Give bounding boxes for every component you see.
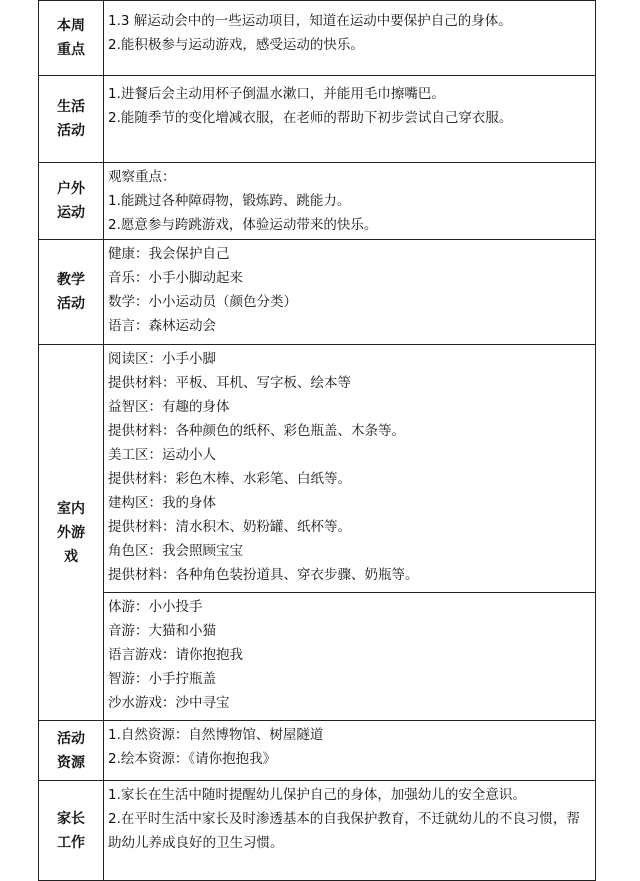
content-line: 角色区：我会照顾宝宝	[108, 543, 243, 559]
content-line: 2.能积极参与运动游戏，感受运动的快乐。	[108, 37, 364, 53]
content-line: 1.3 解运动会中的一些运动项目，知道在运动中要保护自己的身体。	[108, 13, 512, 29]
label-line: 外游	[57, 524, 85, 541]
label-activity-resources	[39, 721, 104, 781]
content-line: 数学：小小运动员（颜色分类）	[108, 294, 297, 310]
content-line: 2.能随季节的变化增减衣服，在老师的帮助下初步尝试自己穿衣服。	[108, 110, 513, 126]
label-indoor-outdoor-games	[39, 345, 104, 721]
content-line: 2.愿意参与跨跳游戏，体验运动带来的快乐。	[108, 217, 378, 233]
content-line: 阅读区：小手小脚	[108, 351, 216, 367]
content-line: 语言游戏：请你抱抱我	[108, 647, 243, 663]
content-line: 美工区：运动小人	[108, 447, 216, 463]
row-games-outdoor	[39, 593, 596, 721]
row-games-indoor	[39, 345, 596, 593]
label-line: 戏	[64, 548, 78, 565]
content-line: 智游：小手拧瓶盖	[108, 671, 216, 687]
label-line: 活动	[57, 730, 85, 747]
content-line: 1.家长在生活中随时提醒幼儿保护自己的身体，加强幼儿的安全意识。	[108, 787, 526, 803]
content-line: 音乐：小手小脚动起来	[108, 270, 243, 286]
content-line: 体游：小小投手	[108, 599, 203, 615]
content-line: 提供材料：清水积木、奶粉罐、纸杯等。	[108, 519, 351, 535]
row-outdoor-sports	[39, 163, 596, 240]
content-line: 1.能跳过各种障碍物，锻炼跨、跳能力。	[108, 193, 351, 209]
label-line: 室内	[57, 500, 85, 517]
content-life-activities	[104, 76, 596, 163]
label-line: 工作	[57, 834, 85, 851]
content-line: 2.在平时生活中家长及时渗透基本的自我保护教育，不迁就幼儿的不良习惯，帮助幼儿养成良好的卫生习惯。	[108, 811, 580, 851]
content-line: 健康：我会保护自己	[108, 246, 230, 262]
content-indoor-games	[104, 345, 596, 593]
content-activity-resources	[104, 721, 596, 781]
content-outdoor-sports	[104, 163, 596, 240]
content-line: 1.自然资源：自然博物馆、树屋隧道	[108, 727, 324, 743]
content-line: 语言：森林运动会	[108, 318, 216, 334]
row-life-activities	[39, 76, 596, 163]
label-weekly-focus	[39, 1, 104, 76]
content-line: 建构区：我的身体	[108, 495, 216, 511]
label-outdoor-sports	[39, 163, 104, 240]
row-teaching-activities	[39, 240, 596, 345]
label-line: 重点	[57, 42, 85, 58]
label-life-activities	[39, 76, 104, 163]
label-parent-work	[39, 781, 104, 881]
label-teaching-activities	[39, 240, 104, 345]
weekly-plan-table	[38, 0, 596, 881]
content-outdoor-games	[104, 593, 596, 721]
row-weekly-focus	[39, 1, 596, 76]
label-line: 户外	[57, 181, 85, 197]
content-line: 沙水游戏：沙中寻宝	[108, 695, 230, 711]
row-parent-work	[39, 781, 596, 881]
content-teaching-activities	[104, 240, 596, 345]
content-line: 提供材料：彩色木棒、水彩笔、白纸等。	[108, 471, 351, 487]
content-weekly-focus	[104, 1, 596, 76]
label-line: 活动	[57, 123, 85, 139]
label-line: 教学	[57, 272, 85, 288]
content-line: 1.进餐后会主动用杯子倒温水漱口，并能用毛巾擦嘴巴。	[108, 86, 445, 102]
label-line: 本周	[57, 18, 85, 34]
label-line: 资源	[57, 754, 85, 771]
content-line: 提供材料：平板、耳机、写字板、绘本等	[108, 375, 351, 391]
content-line: 益智区：有趣的身体	[108, 399, 230, 415]
label-line: 活动	[57, 296, 85, 312]
content-line: 音游：大猫和小猫	[108, 623, 216, 639]
label-line: 生活	[57, 99, 85, 115]
label-line: 运动	[57, 205, 85, 221]
row-activity-resources	[39, 721, 596, 781]
content-line: 2.绘本资源：《请你抱抱我》	[108, 751, 277, 767]
content-line: 提供材料：各种颜色的纸杯、彩色瓶盖、木条等。	[108, 423, 405, 439]
content-line: 提供材料：各种角色装扮道具、穿衣步骤、奶瓶等。	[108, 567, 419, 583]
content-line: 观察重点：	[108, 169, 176, 185]
label-line: 家长	[57, 810, 85, 827]
content-parent-work	[104, 781, 596, 881]
